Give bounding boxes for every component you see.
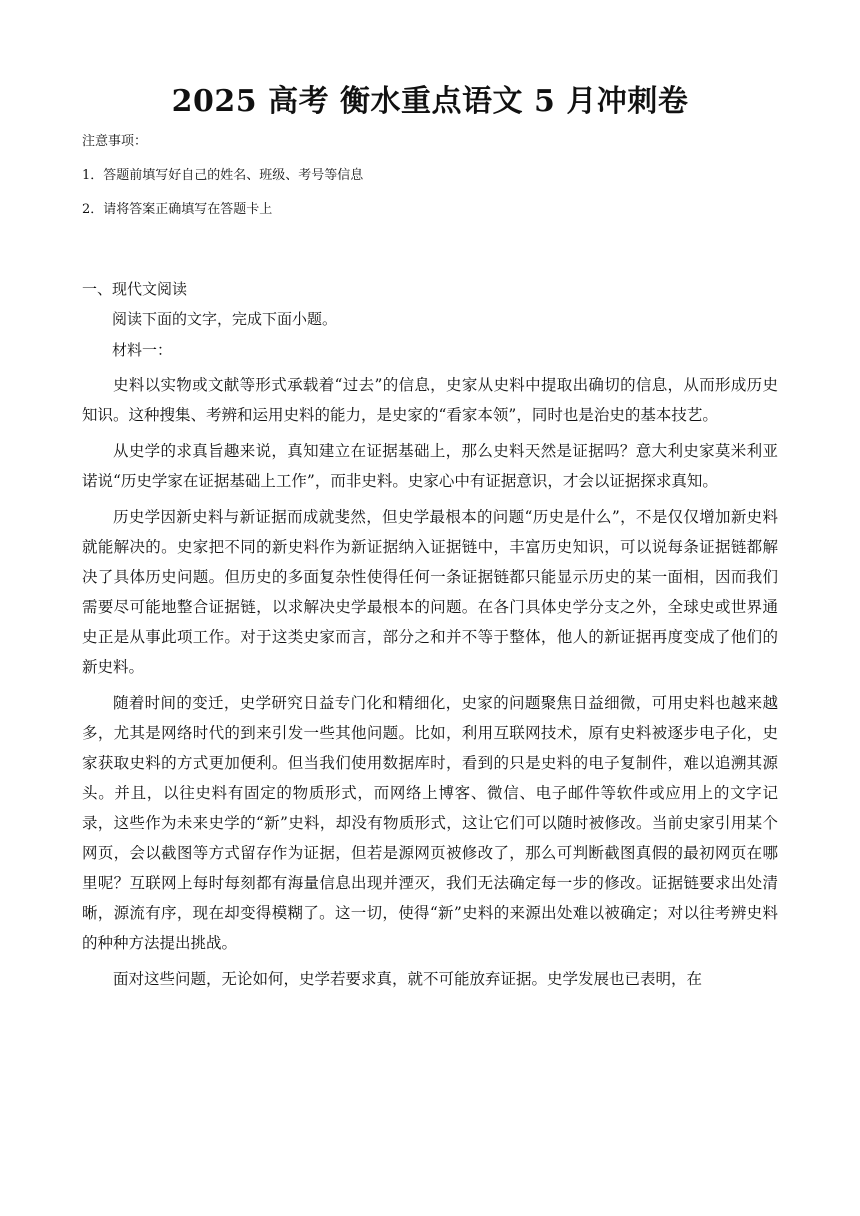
material-label: 材料一： [112,341,173,359]
paragraph-2: 从史学的求真旨趣来说，真知建立在证据基础上，那么史料天然是证据吗？意大利史家莫米利亚诺说“历史学家在证据基础上工作”，而非史料。史家心中有证据意识，才会以证据探求真知。 [82,442,778,490]
paragraph-4: 随着时间的变迁，史学研究日益专门化和精细化，史家的问题聚焦日益细微，可用史料也越来越多，尤其是网络时代的到来引发一些其他问题。比如，利用互联网技术，原有史料被逐步电子化，史家获取史料的方式更加便利。但当我们使用数据库时，看到的只是史料的电子复制件，难以追溯其源头。并且，以往史料有固定的物质形式，而网络上博客、微信、电子邮件等软件或应用上的文字记录，这些作为未来史学的“新”史料，却没有物质形式，这让它们可以随时被修改。当前史家引用某个网页，会以截图等方式留存作为证据，但若是源网页被修改了，那么可判断截图真假的最初网页在哪里呢？互联网上每时每刻都有海量信息出现并湮灭，我们无法确定每一步的修改。证据链要求出处清晰，源流有序，现在却变得模糊了。这一切，使得“新”史料的来源出处难以被确定；对以往考辨史料的种种方法提出挑战。 [82,694,778,952]
notice-item-1: 1．答题前填写好自己的姓名、班级、考号等信息 [82,168,364,183]
paragraph-1: 史料以实物或文献等形式承载着“过去”的信息，史家从史料中提取出确切的信息，从而形成历史知识。这种搜集、考辨和运用史料的能力，是史家的“看家本领”，同时也是治史的基本技艺。 [82,376,778,424]
section-heading: 一、现代文阅读 [82,280,188,298]
paragraph-5: 面对这些问题，无论如何，史学若要求真，就不可能放弃证据。史学发展也已表明，在 [113,970,703,988]
notice-item-2: 2．请将答案正确填写在答题卡上 [82,202,273,217]
paragraph-3: 历史学因新史料与新证据而成就斐然，但史学最根本的问题“历史是什么”，不是仅仅增加新史料就能解决的。史家把不同的新史料作为新证据纳入证据链中，丰富历史知识，可以说每条证据链都解决了具体历史问题。但历史的多面复杂性使得任何一条证据链都只能显示历史的某一面相，因而我们需要尽可能地整合证据链，以求解决史学最根本的问题。在各门具体史学分支之外，全球史或世界通史正是从事此项工作。对于这类史家而言，部分之和并不等于整体，他人的新证据再度变成了他们的新史料。 [82,508,778,676]
exam-title: 2025 高考 衡水重点语文 5 月冲刺卷 [171,84,689,119]
reading-instruction: 阅读下面的文字，完成下面小题。 [112,310,338,328]
exam-page [82,80,778,1000]
notice-heading: 注意事项： [82,134,148,149]
